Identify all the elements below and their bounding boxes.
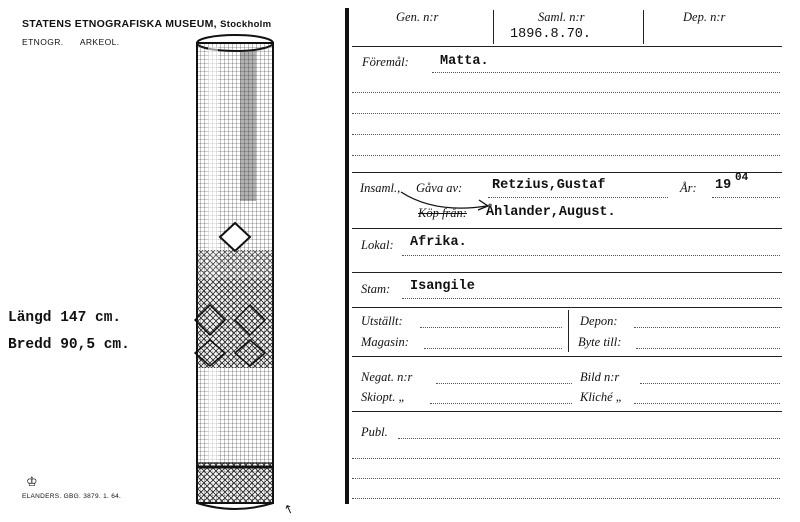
dept-etnogr: ETNOGR. <box>22 37 64 47</box>
blank-line <box>352 155 780 156</box>
stam-label: Stam: <box>361 282 391 296</box>
fill-line <box>420 327 562 328</box>
blank-line <box>352 134 780 135</box>
skiopt-label: Skiopt. „ <box>361 390 406 404</box>
utstallt-label: Utställt: <box>361 314 403 328</box>
fill-line <box>436 383 572 384</box>
section-rule <box>352 172 782 173</box>
fill-line <box>402 255 780 256</box>
section-rule <box>352 46 782 47</box>
printer-logo-icon: ♔ <box>26 474 38 489</box>
section-rule <box>352 356 782 357</box>
fill-line <box>402 298 780 299</box>
arrow-mark-icon: ↖ <box>281 500 297 518</box>
section-rule <box>352 228 782 229</box>
blank-line <box>352 113 780 114</box>
fill-line <box>398 438 780 439</box>
blank-line <box>352 478 780 479</box>
stam-value: Isangile <box>410 279 475 294</box>
negat-label: Negat. n:r <box>361 370 413 384</box>
department-line <box>22 37 133 47</box>
depon-label: Depon: <box>580 314 618 328</box>
publ-label: Publ. <box>361 425 388 439</box>
lokal-value: Afrika. <box>410 235 467 250</box>
width-measure: Bredd 90,5 cm. <box>8 337 130 353</box>
magasin-label: Magasin: <box>361 335 409 349</box>
rolled-mat-drawing <box>180 15 290 515</box>
saml-nr-value: 1896.8.70. <box>510 27 592 42</box>
transfer-arrow-icon <box>395 188 495 218</box>
bild-label: Bild n:r <box>580 370 620 384</box>
gen-nr-label: Gen. n:r <box>396 10 439 24</box>
length-measure: Längd 147 cm. <box>8 310 122 326</box>
blank-line <box>352 92 780 93</box>
number-separator-2 <box>643 10 644 44</box>
printer-imprint: ELANDERS. GBG. 3879. 1. 64. <box>22 493 122 500</box>
gava-label: Gåva av: <box>416 181 463 195</box>
section-rule <box>352 307 782 308</box>
ar-superscript: 04 <box>735 172 749 184</box>
section-rule <box>352 272 782 273</box>
gava-value: Retzius,Gustaf <box>492 178 606 193</box>
fill-line <box>432 72 780 73</box>
number-separator-1 <box>493 10 494 44</box>
fill-line <box>636 348 780 349</box>
blank-line <box>352 498 780 499</box>
museum-city: Stockholm <box>220 19 272 30</box>
dep-nr-label: Dep. n:r <box>683 10 726 24</box>
kop-value: Åhlander,August. <box>486 205 616 220</box>
dept-arkeol: ARKEOL. <box>79 37 120 47</box>
kop-label: Köp från: <box>418 206 467 220</box>
fill-line <box>712 197 780 198</box>
blank-line <box>352 458 780 459</box>
field-separator <box>568 310 569 352</box>
section-rule <box>352 411 782 412</box>
fill-line <box>640 383 780 384</box>
fill-line <box>424 348 562 349</box>
museum-name: STATENS ETNOGRAFISKA MUSEUM, <box>22 18 217 30</box>
byte-label: Byte till: <box>578 335 622 349</box>
lokal-label: Lokal: <box>361 238 394 252</box>
kliche-label: Kliché „ <box>580 390 623 404</box>
card-divider <box>345 8 349 504</box>
saml-nr-label: Saml. n:r <box>538 10 585 24</box>
fill-line <box>488 197 668 198</box>
foremal-label: Föremål: <box>362 55 409 69</box>
ar-label: År: <box>680 181 697 195</box>
ar-value: 19 <box>715 178 732 193</box>
fill-line <box>430 403 572 404</box>
insaml-label: Insaml., <box>360 181 401 195</box>
fill-line <box>634 327 780 328</box>
fill-line <box>634 403 780 404</box>
foremal-value: Matta. <box>440 54 489 69</box>
